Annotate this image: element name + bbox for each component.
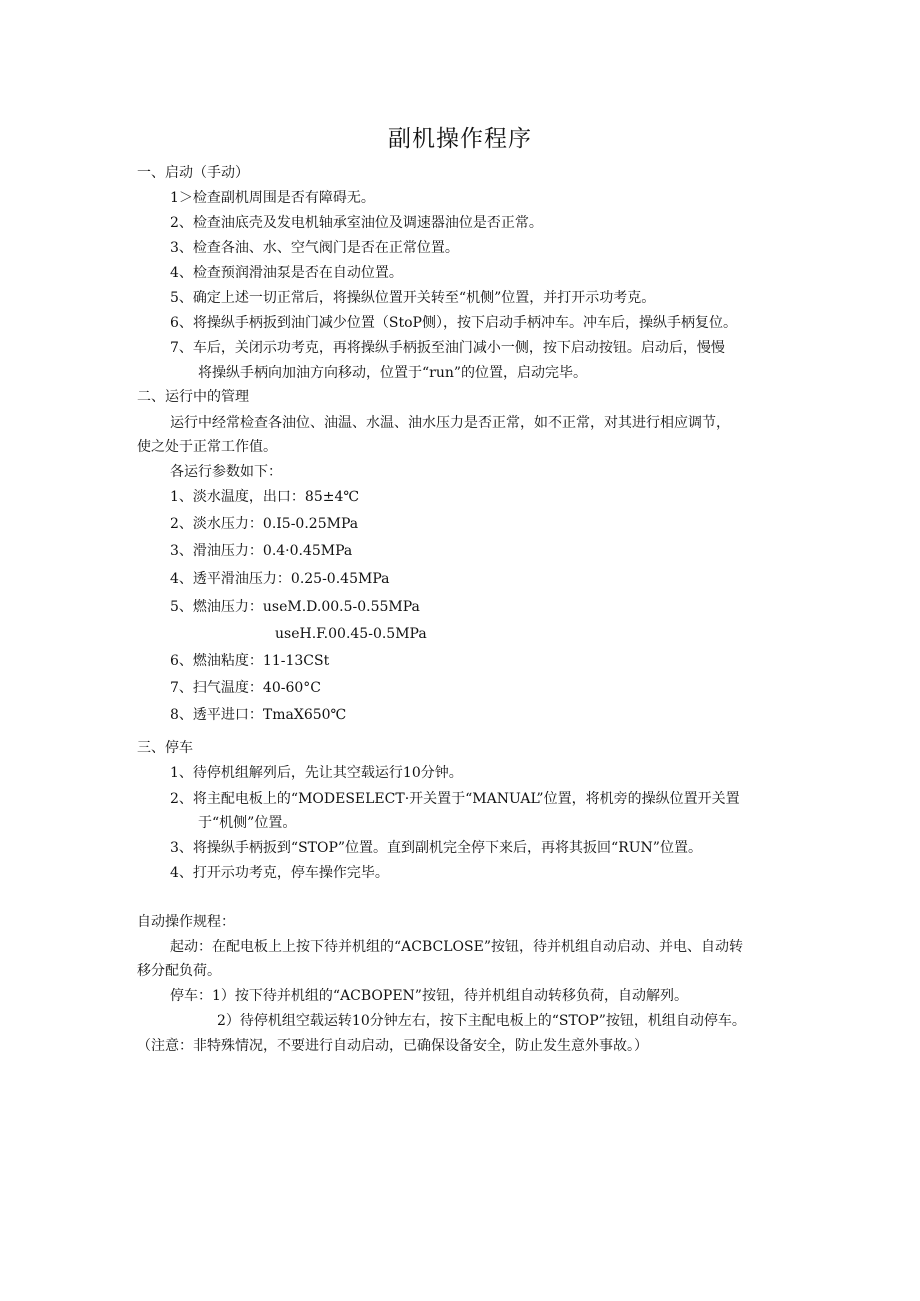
params-intro: 各运行参数如下： — [170, 464, 282, 480]
startup-step: 7、车后，关闭示功考克，再将操纵手柄扳至油门减小一侧，按下启动按钮。启动后，慢慢 — [170, 340, 725, 356]
auto-heading: 自动操作规程： — [137, 914, 235, 930]
stop-step-continued: 于“机侧”位置。 — [198, 815, 297, 831]
param-item: 8、透平进口：TmaX650℃ — [170, 707, 347, 723]
auto-start-line: 起动：在配电板上上按下待并机组的“ACBCLOSE”按钮，待并机组自动启动、并电、自动转 — [170, 939, 743, 955]
startup-step-continued: 将操纵手柄向加油方向移动，位置于“run”的位置，启动完毕。 — [198, 365, 588, 381]
stop-step: 4、打开示功考克，停车操作完毕。 — [170, 865, 389, 881]
stop-step: 3、将操纵手柄扳到“STOP”位置。直到副机完全停下来后，再将其扳回“RUN”位置。 — [170, 840, 702, 856]
auto-start-line-continued: 移分配负荷。 — [137, 963, 221, 979]
auto-note: （注意：非特殊情况，不要进行自动启动，已确保设备安全，防止发生意外事故。） — [137, 1038, 648, 1054]
param-item: 6、燃油粘度：11-13CSt — [170, 653, 330, 669]
param-item: 2、淡水压力：0.I5-0.25MPa — [170, 516, 359, 532]
startup-step: 6、将操纵手柄扳到油门减少位置（StoP侧），按下启动手柄冲车。冲车后，操纵手柄复位。 — [170, 315, 737, 331]
page-title: 副机操作程序 — [388, 126, 532, 152]
startup-step: 4、检查预润滑油泵是否在自动位置。 — [170, 265, 403, 281]
param-item: 5、燃油压力：useM.D.00.5-0.55MPa — [170, 599, 420, 615]
auto-stop-line: 停车：1）按下待并机组的“ACBOPEN”按钮，待并机组自动转移负荷，自动解列。 — [170, 988, 688, 1004]
section-heading-stop: 三、停车 — [137, 740, 193, 756]
stop-step: 2、将主配电板上的“MODESELECT·开关置于“MANUAL”位置，将机旁的操纵位置开关置 — [170, 791, 740, 807]
startup-step: 5、确定上述一切正常后，将操纵位置开关转至“机侧”位置，并打开示功考克。 — [170, 290, 656, 306]
param-item: 1、淡水温度，出口：85±4℃ — [170, 489, 360, 505]
param-item: 7、扫气温度：40-60°C — [170, 680, 321, 696]
auto-stop-line: 2）待停机组空载运转10分钟左右，按下主配电板上的“STOP”按钮，机组自动停车。 — [217, 1013, 746, 1029]
startup-step: 2、检查油底壳及发电机轴承室油位及调速器油位是否正常。 — [170, 215, 543, 231]
running-paragraph: 运行中经常检查各油位、油温、水温、油水压力是否正常，如不正常，对其进行相应调节， — [170, 415, 730, 431]
param-item: 3、滑油压力：0.4·0.45MPa — [170, 543, 353, 559]
stop-step: 1、待停机组解列后，先让其空载运行10分钟。 — [170, 765, 463, 781]
section-heading-startup: 一、启动（手动） — [137, 165, 249, 181]
param-item: 4、透平滑油压力：0.25-0.45MPa — [170, 571, 390, 587]
startup-step: 1＞检查副机周围是否有障碍无。 — [170, 190, 375, 206]
running-paragraph-continued: 使之处于正常工作值。 — [137, 439, 277, 455]
section-heading-running: 二、运行中的管理 — [137, 389, 249, 405]
startup-step: 3、检查各油、水、空气阀门是否在正常位置。 — [170, 240, 459, 256]
param-item-continued: useH.F.00.45-0.5MPa — [275, 626, 427, 642]
